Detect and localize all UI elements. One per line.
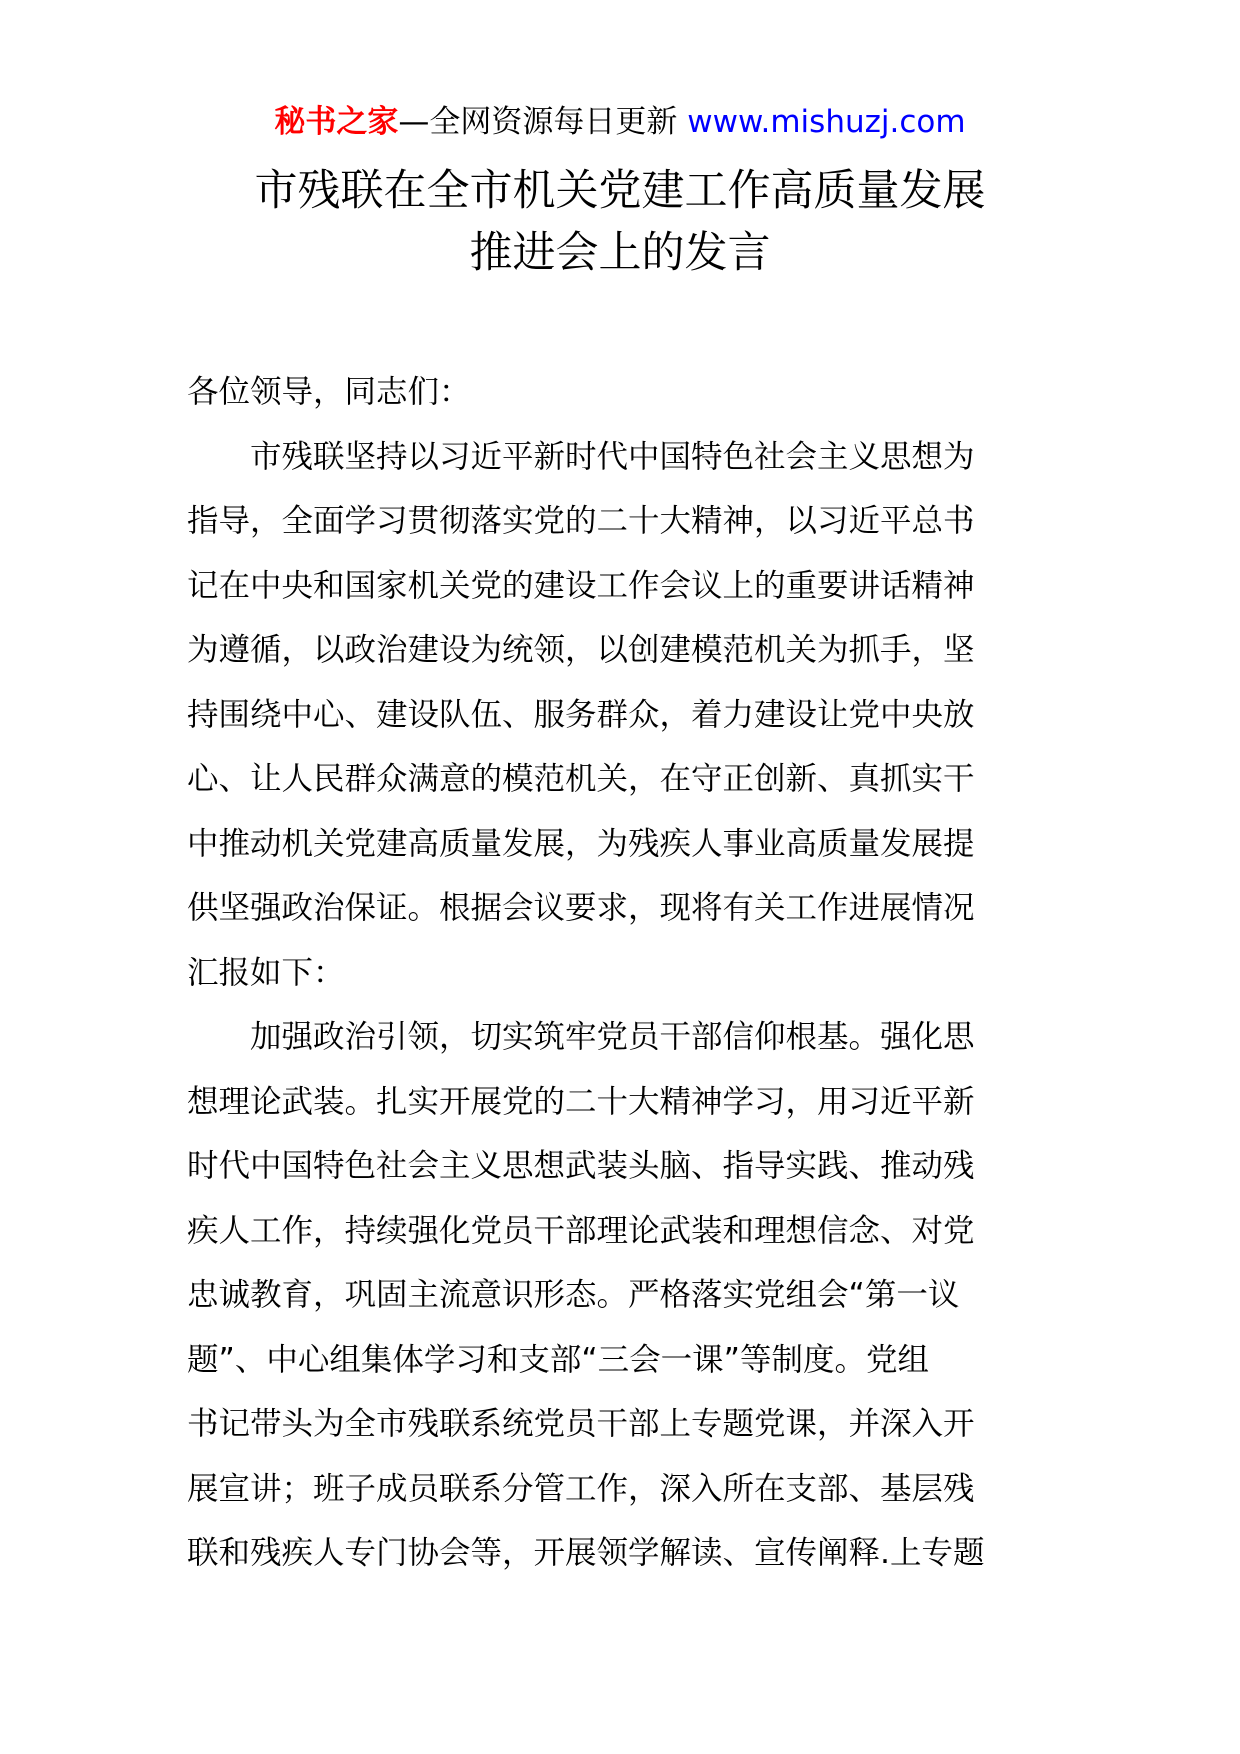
body-line: 为遵循，以政治建设为统领，以创建模范机关为抓手，坚 [187, 632, 975, 668]
body-text [187, 360, 1057, 1586]
body-line: 市残联坚持以习近平新时代中国特色社会主义思想为 [187, 438, 975, 475]
body-line: 疾人工作，持续强化党员干部理论武装和理想信念、对党 [187, 1212, 975, 1249]
title-line-2: 推进会上的发言 [469, 228, 771, 278]
body-line: 题”、中心组集体学习和支部“三会一课”等制度。党组 [187, 1341, 929, 1378]
body-line: 持围绕中心、建设队伍、服务群众，着力建设让党中央放 [187, 696, 975, 733]
body-line: 书记带头为全市残联系统党员干部上专题党课，并深入开 [187, 1406, 975, 1442]
body-line: 想理论武装。扎实开展党的二十大精神学习，用习近平新 [187, 1083, 975, 1120]
body-line: 汇报如下： [187, 954, 345, 991]
body-line: 指导，全面学习贯彻落实党的二十大精神，以习近平总书 [187, 503, 975, 539]
body-line: 忠诚教育，巩固主流意识形态。严格落实党组会“第一议 [187, 1277, 960, 1313]
body-line: 各位领导，同志们： [187, 374, 471, 410]
document-title [0, 160, 1240, 284]
website-link[interactable]: www.mishuzj.com [687, 104, 966, 140]
site-header [0, 100, 1240, 144]
body-line: 记在中央和国家机关党的建设工作会议上的重要讲话精神 [187, 567, 975, 604]
body-line: 供坚强政治保证。根据会议要求，现将有关工作进展情况 [187, 890, 975, 926]
header-slogan: —全网资源每日更新 [398, 104, 688, 140]
body-line: 展宣讲；班子成员联系分管工作，深入所在支部、基层残 [187, 1470, 975, 1507]
brand-name: 秘书之家 [274, 104, 399, 140]
body-line: 中推动机关党建高质量发展，为残疾人事业高质量发展提 [187, 825, 975, 862]
body-line: 联和残疾人专门协会等，开展领学解读、宣传阐释.上专题 [187, 1535, 985, 1571]
body-line: 加强政治引领，切实筑牢党员干部信仰根基。强化思 [187, 1019, 975, 1055]
body-line: 心、让人民群众满意的模范机关，在守正创新、真抓实干 [187, 761, 975, 797]
title-line-1: 市残联在全市机关党建工作高质量发展 [254, 166, 986, 216]
body-line: 时代中国特色社会主义思想武装头脑、指导实践、推动残 [187, 1148, 975, 1184]
